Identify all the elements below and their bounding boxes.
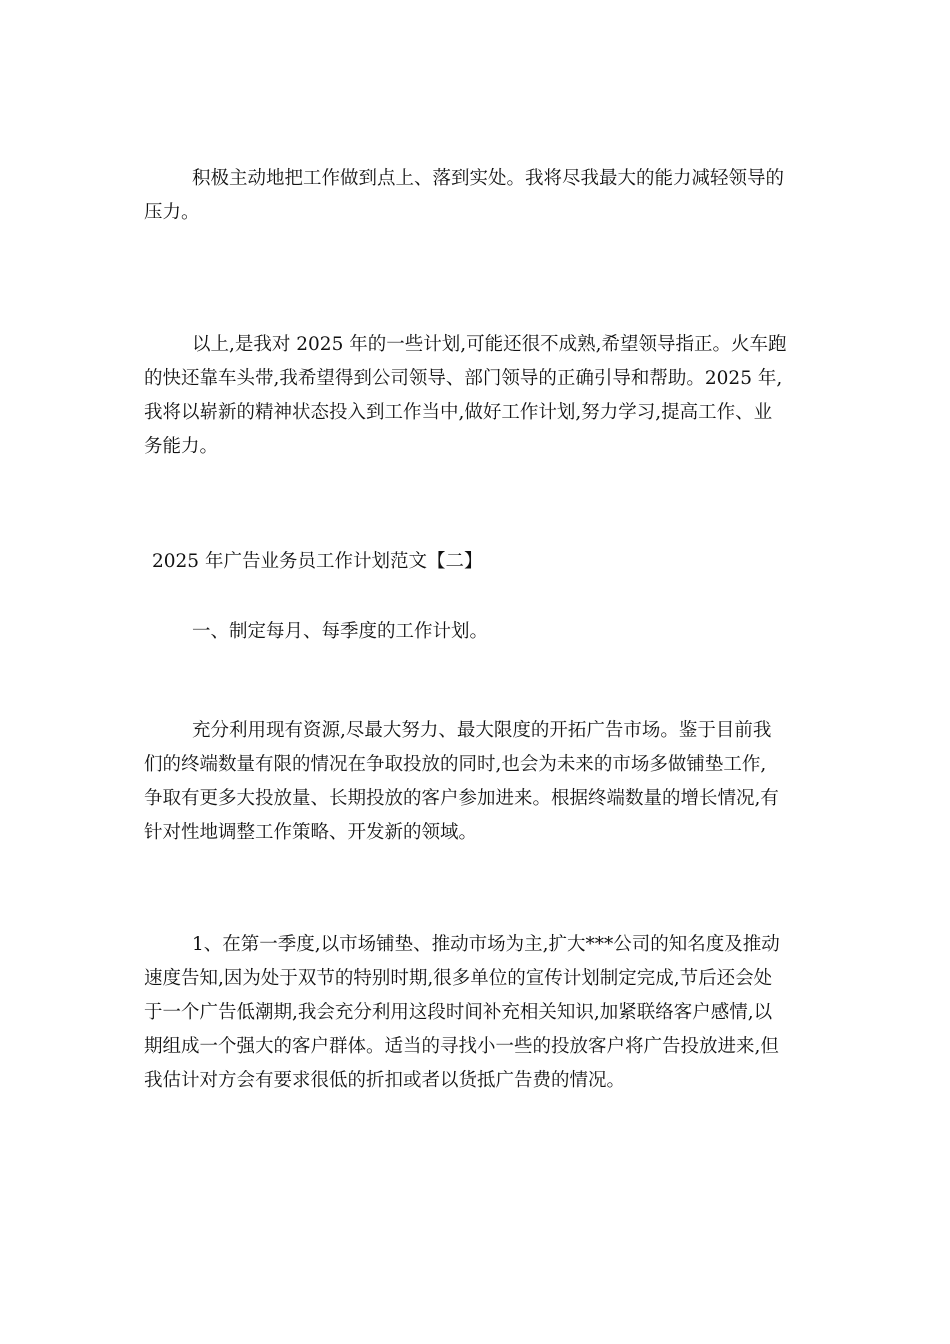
- text-line: 的快还靠车头带,我希望得到公司领导、部门领导的正确引导和帮助。2025 年,: [144, 368, 783, 389]
- text-line: 务能力。: [144, 436, 219, 457]
- text-line: 们的终端数量有限的情况在争取投放的同时,也会为未来的市场多做铺垫工作,: [144, 754, 767, 775]
- section-heading: [152, 545, 812, 579]
- paragraph-resources: [144, 714, 804, 850]
- text-line: 1、在第一季度,以市场铺垫、推动市场为主,扩大***公司的知名度及推动: [192, 934, 780, 955]
- text-line: 压力。: [144, 202, 200, 223]
- text-line: 期组成一个强大的客户群体。适当的寻找小一些的投放客户将广告投放进来,但: [144, 1036, 779, 1057]
- text-line: 针对性地调整工作策略、开发新的领域。: [144, 822, 478, 843]
- text-line: 充分利用现有资源,尽最大努力、最大限度的开拓广告市场。鉴于目前我: [192, 720, 772, 741]
- text-line: 一、制定每月、每季度的工作计划。: [192, 621, 489, 642]
- heading-text: 2025 年广告业务员工作计划范文【二】: [152, 551, 483, 572]
- subheading: [144, 615, 804, 649]
- paragraph-summary: [144, 328, 804, 464]
- text-line: 于一个广告低潮期,我会充分利用这段时间补充相关知识,加紧联络客户感情,以: [144, 1002, 773, 1023]
- text-line: 争取有更多大投放量、长期投放的客户参加进来。根据终端数量的增长情况,有: [144, 788, 779, 809]
- text-line: 我将以崭新的精神状态投入到工作当中,做好工作计划,努力学习,提高工作、业: [144, 402, 773, 423]
- text-line: 速度告知,因为处于双节的特别时期,很多单位的宣传计划制定完成,节后还会处: [144, 968, 773, 989]
- text-line: 以上,是我对 2025 年的一些计划,可能还很不成熟,希望领导指正。火车跑: [192, 334, 787, 355]
- text-line: 积极主动地把工作做到点上、落到实处。我将尽我最大的能力减轻领导的: [192, 168, 785, 189]
- text-line: 我估计对方会有要求很低的折扣或者以货抵广告费的情况。: [144, 1070, 626, 1091]
- paragraph-continuation: [144, 162, 804, 230]
- paragraph-first-quarter: [144, 928, 804, 1098]
